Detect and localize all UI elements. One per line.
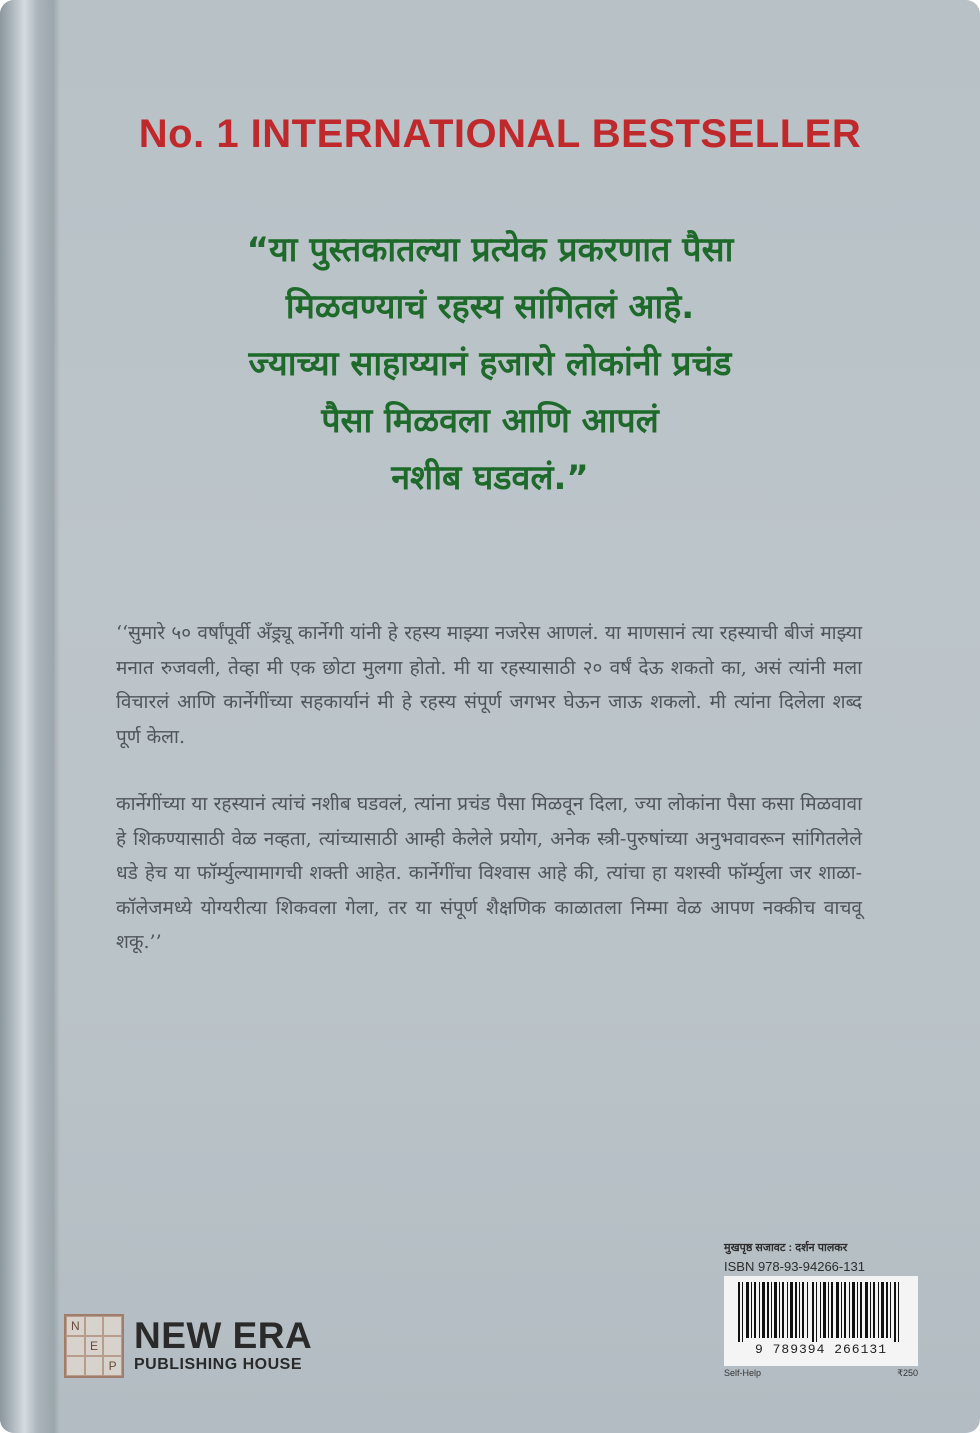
publisher-subtitle: PUBLISHING HOUSE xyxy=(134,1356,303,1373)
publisher-logo xyxy=(64,1314,124,1378)
isbn-label: ISBN 978-93-94266-131 xyxy=(724,1259,865,1274)
barcode-number: 9 789394 266131 xyxy=(754,1342,888,1357)
logo-letter: E xyxy=(85,1336,104,1356)
blurb-text xyxy=(116,616,862,993)
quote-line: नशीब घडवलं.” xyxy=(391,458,589,498)
bestseller-headline: No. 1 INTERNATIONAL BESTSELLER xyxy=(138,112,862,156)
cover-design-credit: मुखपृष्ठ सजावट : दर्शन पालकर xyxy=(724,1242,848,1254)
quote-line: पैसा मिळवला आणि आपलं xyxy=(321,401,659,441)
logo-letter: N xyxy=(66,1316,85,1336)
publisher-block xyxy=(64,1314,312,1378)
quote-line: ज्याच्या साहाय्यानं हजारो लोकांनी प्रचंड xyxy=(248,344,732,384)
quote-line: मिळवण्याचं रहस्य सांगितलं आहे. xyxy=(285,287,695,327)
quote-line: “या पुस्तकातल्या प्रत्येक प्रकरणात पैसा xyxy=(246,230,734,270)
book-spine xyxy=(0,0,54,1433)
price-label: ₹250 xyxy=(897,1368,918,1378)
publisher-title: NEW ERA xyxy=(134,1315,313,1356)
publisher-name xyxy=(134,1317,312,1375)
category-label: Self-Help xyxy=(724,1368,762,1378)
spine-shadow xyxy=(54,0,60,1433)
credits-block xyxy=(724,1240,924,1274)
barcode-icon xyxy=(732,1282,910,1342)
logo-letter: P xyxy=(103,1356,122,1376)
blurb-paragraph: कार्नेगींच्या या रहस्यानं त्यांचं नशीब घडवलं, त्यांना प्रचंड पैसा मिळवून दिला, ज्या लोकांना पैसा कसा मिळवावा हे शिकण्यासाठी वेळ नव्हता, त्यांच्यासाठी आम्ही केलेले प्रयोग, अनेक स्त्री-पुरुषांच्या अनुभवावरून सांगितलेले धडे हेच या फॉर्म्युल्यामागची शक्ती आहेत. कार्नेगींचा विश्वास आहे की, त्यांचा हा यशस्वी फॉर्म्युला जर शाळा-कॉलेजमध्ये योग्यरीत्या शिकवला गेला, तर या संपूर्ण शैक्षणिक काळातला निम्मा वेळ आपण नक्कीच वाचवू शकू.’’ xyxy=(116,793,862,953)
barcode xyxy=(724,1276,918,1366)
bottom-meta xyxy=(724,1368,918,1379)
featured-quote xyxy=(120,222,860,507)
blurb-paragraph: ‘‘सुमारे ५० वर्षांपूर्वी अँड्र्यू कार्नेगी यांनी हे रहस्य माझ्या नजरेस आणलं. या माणसानं त्या रहस्याची बीजं माझ्या मनात रुजवली, तेव्हा मी एक छोटा मुलगा होतो. मी या रहस्यासाठी २० वर्षं देऊ शकतो का, असं त्यांनी मला विचारलं आणि कार्नेगींच्या सहकार्यानं मी हे रहस्य संपूर्ण जगभर घेऊन जाऊ शकलो. मी त्यांना दिलेला शब्द पूर्ण केला. xyxy=(116,622,862,748)
